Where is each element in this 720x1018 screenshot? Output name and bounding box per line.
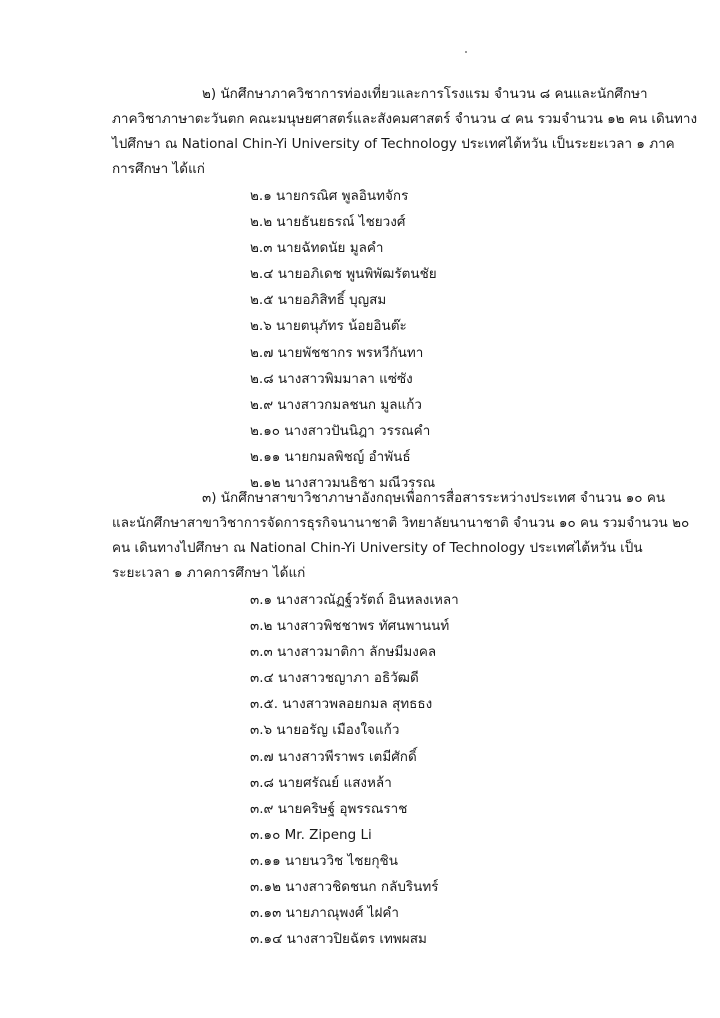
list-item: ๓.๑๑ นายนววิช ไชยกุชิน [250,852,398,869]
section-2-line-4: การศึกษา ได้แก่ [112,161,205,177]
section-3-name-list [250,587,459,952]
section-3-line-4: ระยะเวลา ๑ ภาคการศึกษา ได้แก่ [112,565,306,581]
list-item: ๒.๓ นายฉัทดนัย มูลคำ [250,240,384,257]
list-item: ๒.๑๑ นายกมลพิชญ์ อำพันธ์ [250,448,411,465]
list-item: ๓.๑๔ นางสาวปิยฉัตร เทพผสม [250,931,427,948]
list-item: ๒.๙ นางสาวกมลชนก มูลแก้ว [250,396,422,413]
list-item: ๓.๕. นางสาวพลอยกมล สุทธธง [250,696,433,713]
list-item: ๓.๓ นางสาวมาติกา ลักษมีมงคล [250,644,437,661]
section-3-line-3: คน เดินทางไปศึกษา ณ National Chin-Yi University of Technology ประเทศไต้หวัน เป็น [112,540,643,556]
section-2-name-list [250,183,437,496]
list-item: ๒.๘ นางสาวพิมมาลา แซ่ซัง [250,370,413,387]
list-item: ๓.๔ นางสาวชญาภา อธิวัฒดี [250,670,419,687]
list-item: ๒.๑๐ นางสาวปันนิฎา วรรณคำ [250,422,431,439]
list-item: ๒.๑ นายกรณิศ พูลอินทจักร [250,188,409,204]
list-item: ๒.๗ นายพัชชากร พรหวีกันทา [250,344,424,361]
section-3-line-2: และนักศึกษาสาขาวิชาการจัดการธุรกิจนานาชาติ วิทยาลัยนานาชาติ จำนวน ๑๐ คน รวมจำนวน ๒๐ [112,515,690,531]
list-item: ๓.๗ นางสาวพีราพร เตมีศักดิ์ [250,748,417,765]
list-item: ๒.๕ นายอภิสิทธิ์ บุญสม [250,292,387,309]
list-item: ๓.๑๒ นางสาวชิดชนก กลับรินทร์ [250,879,439,896]
section-2-line-1: ๒) นักศึกษาภาควิชาการท่องเที่ยวและการโรงแรม จำนวน ๘ คนและนักศึกษา [202,86,648,102]
list-item: ๒.๒ นายธันยธรณ์ ไชยวงศ์ [250,214,406,231]
section-3-line-1: ๓) นักศึกษาสาขาวิชาภาษาอังกฤษเพื่อการสื่อสารระหว่างประเทศ จำนวน ๑๐ คน [202,490,666,506]
list-item: ๓.๑ นางสาวณัฏฐ์วรัตถ์ อินหลงเหลา [250,592,459,608]
list-item: ๓.๑๐ Mr. Zipeng Li [250,826,372,843]
scan-speck [465,51,467,53]
section-2-paragraph [112,82,698,182]
list-item: ๓.๖ นายอรัญ เมืองใจแก้ว [250,722,400,739]
list-item: ๓.๘ นายศรัณย์ แสงหล้า [250,774,392,791]
list-item: ๒.๖ นายตนุภัทร น้อยอินต๊ะ [250,318,407,335]
list-item: ๒.๑๒ นางสาวมนธิชา มณีวรรณ [250,475,436,492]
section-2-line-2: ภาควิชาภาษาตะวันตก คณะมนุษยศาสตร์และสังคมศาสตร์ จำนวน ๔ คน รวมจำนวน ๑๒ คน เดินทาง [112,111,698,127]
list-item: ๒.๔ นายอภิเดช พูนพิพัฒรัตนชัย [250,266,437,283]
section-2-line-3: ไปศึกษา ณ National Chin-Yi University of Technology ประเทศไต้หวัน เป็นระยะเวลา ๑ ภาค [112,136,675,152]
section-3-paragraph [112,486,690,586]
list-item: ๓.๒ นางสาวพิชชาพร ทัศนพานนท์ [250,618,450,635]
list-item: ๓.๑๓ นายภาณุพงศ์ ไฝคำ [250,905,399,922]
list-item: ๓.๙ นายคริษฐ์ อุพรรณราช [250,800,408,817]
